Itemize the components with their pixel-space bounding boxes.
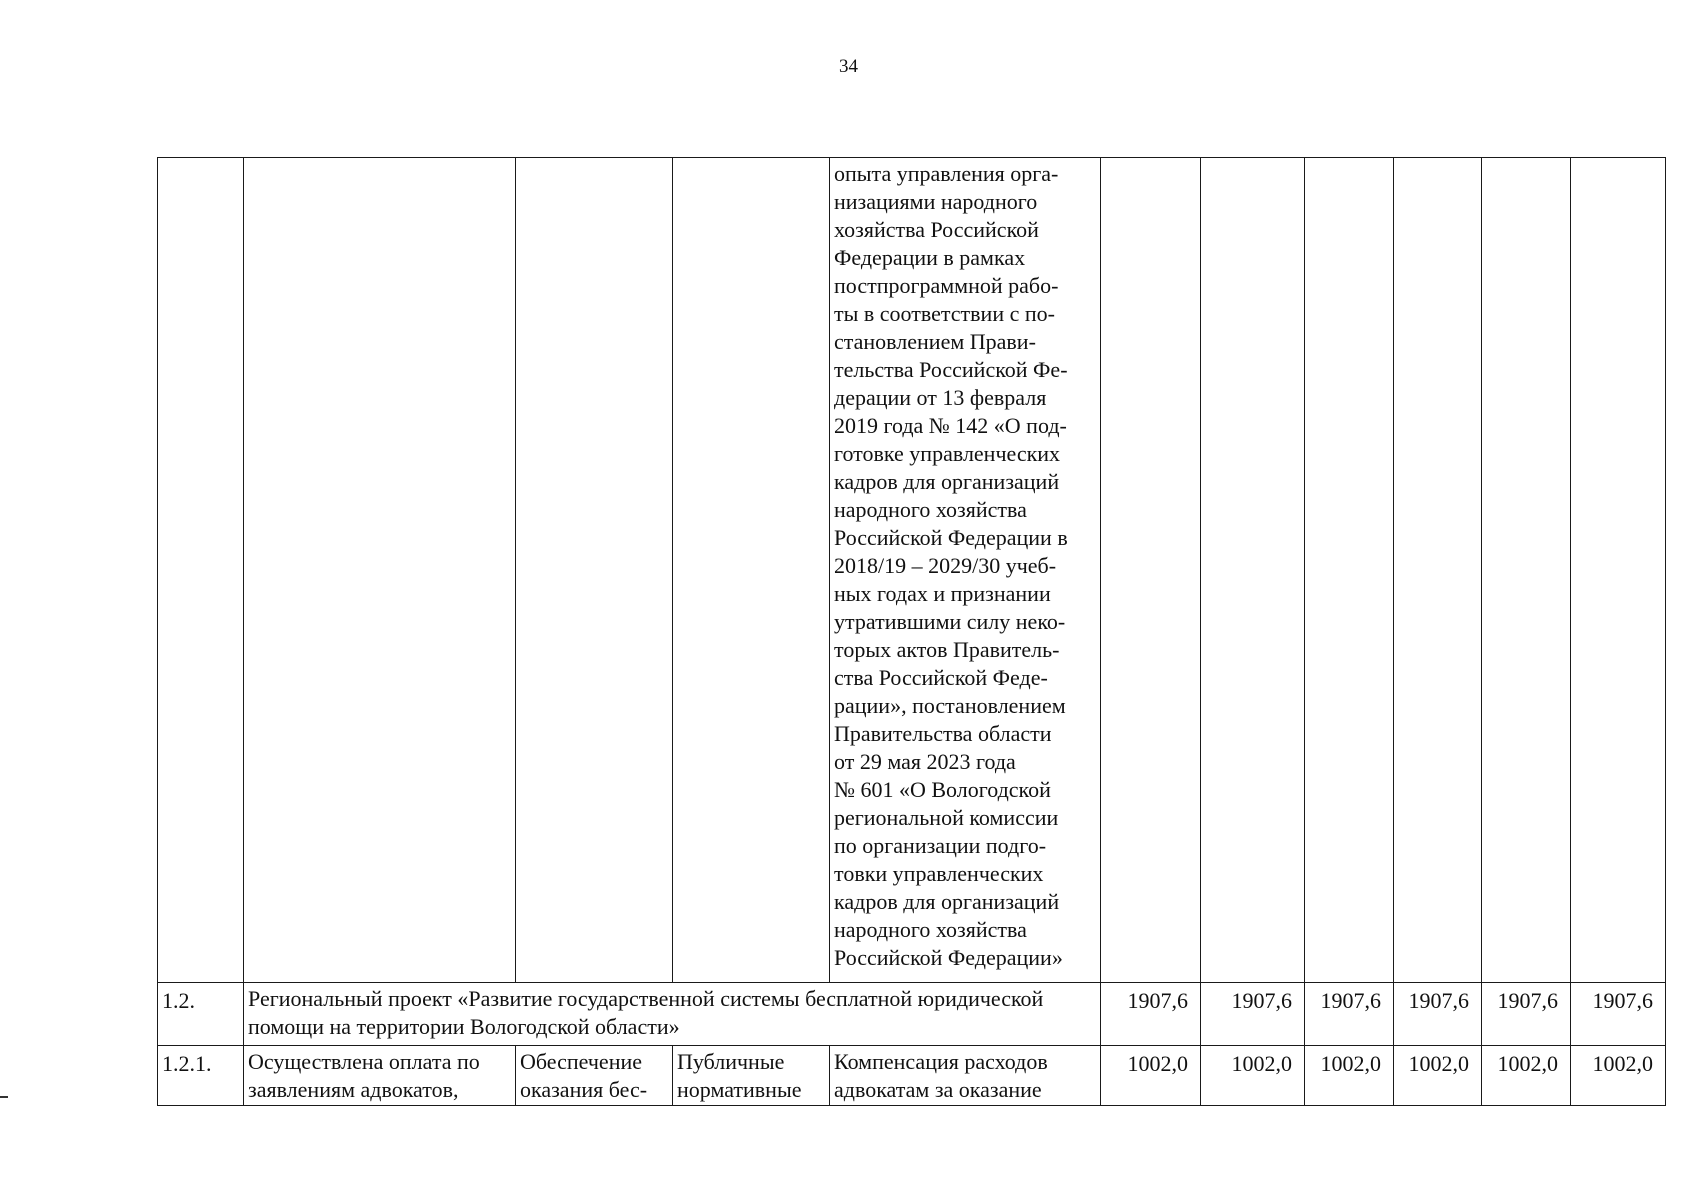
- description-line: народного хозяйства: [834, 497, 1027, 522]
- description-line: кадров для организаций: [834, 469, 1060, 494]
- value-cell: 1002,0: [1305, 1046, 1394, 1106]
- description-line: ства Российской Феде-: [834, 665, 1048, 690]
- description-line: Правительства области: [834, 721, 1052, 746]
- cell-type-empty: [673, 158, 830, 983]
- row-result: Осуществлена оплата по заявлениям адвокатов,: [244, 1046, 516, 1106]
- row-description: Компенсация расходов адвокатам за оказание: [830, 1046, 1101, 1106]
- description-line: Российской Федерации»: [834, 945, 1063, 970]
- description-line: по организации подго-: [834, 833, 1047, 858]
- page-number: 34: [839, 56, 858, 77]
- cell-code-empty: [158, 158, 244, 983]
- row-code: 1.2.1.: [158, 1046, 244, 1106]
- table-row-continuation: [158, 158, 1666, 983]
- cell-value-empty: [1201, 158, 1305, 983]
- row-title: Региональный проект «Развитие государственной системы бесплатной юридической помощи на территории Вологодской области»: [244, 983, 1101, 1046]
- value-cell: 1002,0: [1201, 1046, 1305, 1106]
- description-line: становлением Прави-: [834, 329, 1036, 354]
- table-row-1-2: [158, 983, 1666, 1046]
- cell-description-continued: [830, 158, 1101, 983]
- description-line: региональной комиссии: [834, 805, 1059, 830]
- value-cell: 1002,0: [1482, 1046, 1571, 1106]
- row-type: Публичные нормативные: [673, 1046, 830, 1106]
- description-line: хозяйства Российской: [834, 217, 1039, 242]
- description-line: утратившими силу неко-: [834, 609, 1066, 634]
- description-line: товки управленческих: [834, 861, 1044, 886]
- value-cell: 1002,0: [1571, 1046, 1666, 1106]
- description-line: готовке управленческих: [834, 441, 1061, 466]
- description-line: опыта управления орга-: [834, 161, 1059, 186]
- description-line: постпрограммной рабо-: [834, 273, 1059, 298]
- description-line: 2018/19 – 2029/30 учеб-: [834, 553, 1057, 578]
- description-line: рации», постановлением: [834, 693, 1066, 718]
- description-line: ты в соответствии с по-: [834, 301, 1055, 326]
- description-lines: [834, 160, 1094, 972]
- cell-value-empty: [1305, 158, 1394, 983]
- cell-task-empty: [516, 158, 673, 983]
- budget-table: [157, 157, 1666, 1106]
- value-cell: 1907,6: [1482, 983, 1571, 1046]
- description-line: низациями народного: [834, 189, 1038, 214]
- value-cell: 1907,6: [1394, 983, 1482, 1046]
- description-line: № 601 «О Вологодской: [834, 777, 1051, 802]
- description-line: Российской Федерации в: [834, 525, 1068, 550]
- table-row-1-2-1: [158, 1046, 1666, 1106]
- description-line: 2019 года № 142 «О под-: [834, 413, 1067, 438]
- description-line: Федерации в рамках: [834, 245, 1026, 270]
- margin-mark: [0, 1096, 8, 1098]
- value-cell: 1002,0: [1101, 1046, 1201, 1106]
- value-cell: 1907,6: [1305, 983, 1394, 1046]
- description-line: ных годах и признании: [834, 581, 1051, 606]
- description-line: народного хозяйства: [834, 917, 1027, 942]
- cell-value-empty: [1394, 158, 1482, 983]
- row-task: Обеспечение оказания бес-: [516, 1046, 673, 1106]
- description-line: от 29 мая 2023 года: [834, 749, 1016, 774]
- value-cell: 1907,6: [1571, 983, 1666, 1046]
- cell-result-empty: [244, 158, 516, 983]
- value-cell: 1907,6: [1101, 983, 1201, 1046]
- description-line: кадров для организаций: [834, 889, 1060, 914]
- description-line: дерации от 13 февраля: [834, 385, 1047, 410]
- row-code: 1.2.: [158, 983, 244, 1046]
- description-line: тельства Российской Фе-: [834, 357, 1068, 382]
- value-cell: 1907,6: [1201, 983, 1305, 1046]
- cell-value-empty: [1101, 158, 1201, 983]
- value-cell: 1002,0: [1394, 1046, 1482, 1106]
- cell-value-empty: [1482, 158, 1571, 983]
- description-line: торых актов Правитель-: [834, 637, 1060, 662]
- cell-value-empty: [1571, 158, 1666, 983]
